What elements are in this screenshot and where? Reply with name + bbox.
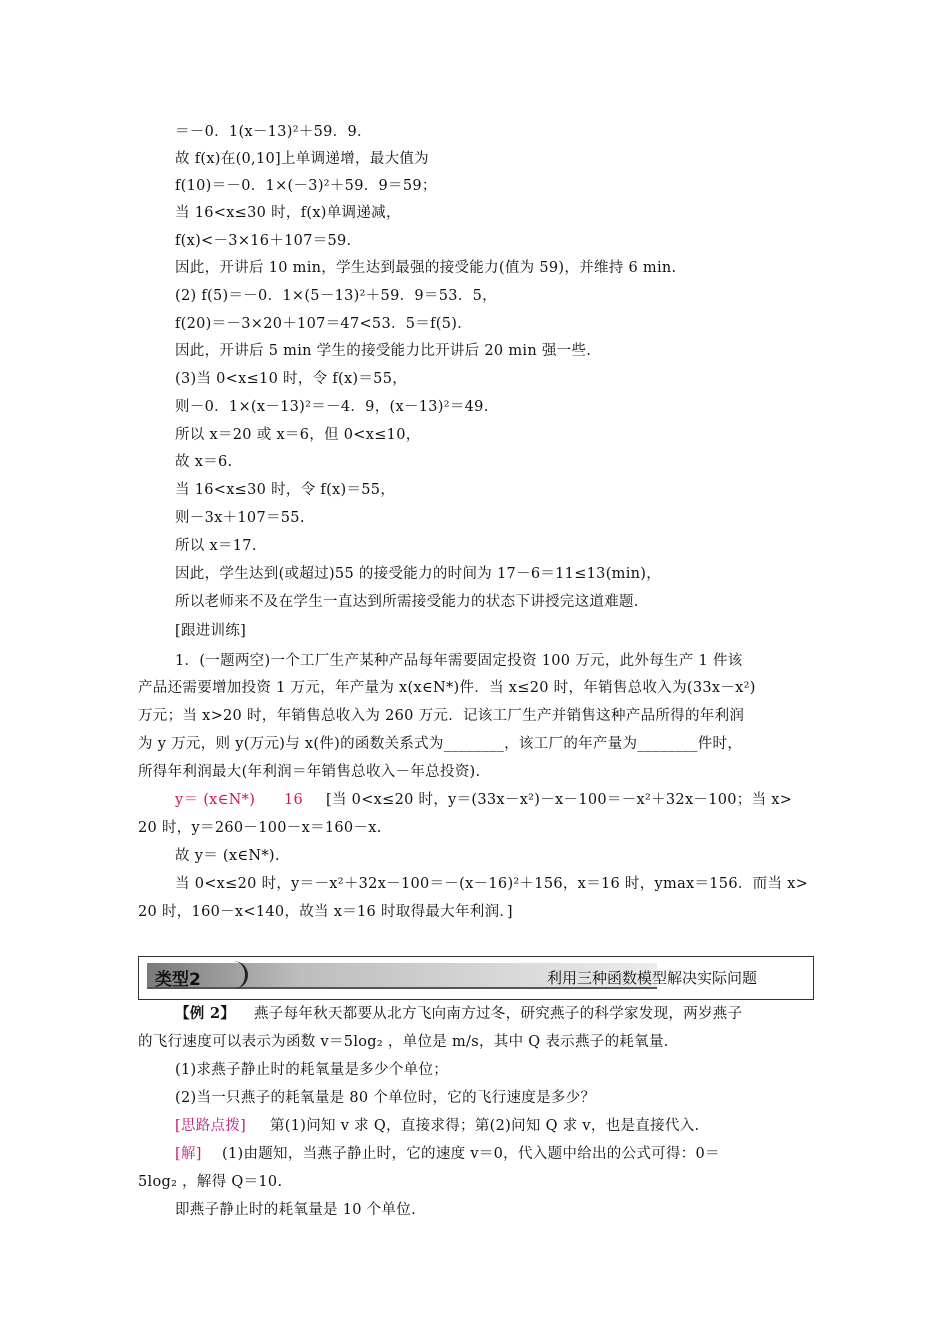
solution-line: 因此，开讲后 5 min 学生的接受能力比开讲后 20 min 强一些. xyxy=(175,343,592,359)
example-tag: 【例 2】 xyxy=(175,1005,236,1022)
answer-line: 20 时，160－x<140，故当 x＝16 时取得最大年利润．] xyxy=(138,904,513,920)
solution-line: f(10)＝－0．1×(－3)²＋59．9＝59； xyxy=(175,178,437,194)
section-label: 类型2 xyxy=(155,970,201,990)
solution-line: 故 x＝6. xyxy=(175,454,233,470)
example-line: 燕子每年秋天都要从北方飞向南方过冬，研究燕子的科学家发现，两岁燕子 xyxy=(254,1006,743,1022)
practice-header: [跟进训练] xyxy=(175,623,247,639)
solution-line: ＝－0．1(x－13)²＋59．9． xyxy=(175,124,372,140)
section-title: 利用三种函数模型解决实际问题 xyxy=(547,969,758,987)
answer-line: 故 y＝ (x∈N*). xyxy=(175,848,280,864)
problem-line: 为 y 万元，则 y(万元)与 x(件)的函数关系式为________，该工厂的年产量为________件时， xyxy=(138,736,743,752)
solution-line: 5log₂ ，解得 Q＝10. xyxy=(138,1174,283,1190)
solution-line: 则－3x＋107＝55. xyxy=(175,510,305,526)
example-line: (1)求燕子静止时的耗氧量是多少个单位； xyxy=(175,1062,449,1078)
solution-line: 所以 x＝20 或 x＝6，但 0<x≤10， xyxy=(175,427,421,443)
solution-line: 因此，学生达到(或超过)55 的接受能力的时间为 17－6＝11≤13(min)， xyxy=(175,566,662,582)
solution-line: 所以 x＝17. xyxy=(175,538,257,554)
solution-line: 所以老师来不及在学生一直达到所需接受能力的状态下讲授完这道难题. xyxy=(175,594,639,610)
problem-line: 所得年利润最大(年利润＝年销售总收入－年总投资). xyxy=(138,764,481,780)
answer-formula: y＝ (x∈N*) xyxy=(175,792,256,808)
solution-line: f(20)＝－3×20＋107＝47<53．5＝f(5)． xyxy=(175,316,473,332)
solution-line: 即燕子静止时的耗氧量是 10 个单位. xyxy=(175,1202,416,1218)
answer-explanation: [当 0<x≤20 时，y＝(33x－x²)－x－100＝－x²＋32x－100；当 x> xyxy=(326,792,793,808)
problem-line: 产品还需要增加投资 1 万元，年产量为 x(x∈N*)件．当 x≤20 时，年销售总收入为(33x－x²) xyxy=(138,680,756,696)
problem-line: 1．(一题两空)一个工厂生产某种产品每年需要固定投资 100 万元，此外每生产 1 件该 xyxy=(175,653,743,669)
hint-label: [思路点拨] xyxy=(175,1118,247,1134)
solution-line: 故 f(x)在(0,10]上单调递增，最大值为 xyxy=(175,151,429,167)
answer-line: 当 0<x≤20 时，y＝－x²＋32x－100＝－(x－16)²＋156，x＝16 时，ymax＝156．而当 x> xyxy=(175,876,809,892)
answer-number: 16 xyxy=(284,792,304,808)
solution-text: (1)由题知，当燕子静止时，它的速度 v＝0，代入题中给出的公式可得：0＝ xyxy=(222,1146,720,1162)
example-line: (2)当一只燕子的耗氧量是 80 个单位时，它的飞行速度是多少？ xyxy=(175,1090,596,1106)
solution-line: 当 16<x≤30 时，令 f(x)＝55， xyxy=(175,482,396,498)
solution-line: (3)当 0<x≤10 时，令 f(x)＝55， xyxy=(175,371,408,387)
solution-line: 当 16<x≤30 时，f(x)单调递减， xyxy=(175,205,401,221)
solution-line: (2) f(5)＝－0．1×(5－13)²＋59．9＝53．5， xyxy=(175,288,497,304)
example-line: 的飞行速度可以表示为函数 v＝5log₂ ，单位是 m/s，其中 Q 表示燕子的耗氧量. xyxy=(138,1034,669,1050)
hint-text: 第(1)问知 v 求 Q，直接求得；第(2)问知 Q 求 v，也是直接代入. xyxy=(270,1118,700,1134)
problem-line: 万元；当 x>20 时，年销售总收入为 260 万元．记该工厂生产并销售这种产品所得的年利润 xyxy=(138,708,745,724)
solution-line: 因此，开讲后 10 min，学生达到最强的接受能力(值为 59)，并维持 6 min. xyxy=(175,260,677,276)
tab-curve-decoration xyxy=(213,961,248,989)
section-banner xyxy=(138,956,814,1000)
solution-line: 则－0．1×(x－13)²＝－4．9，(x－13)²＝49. xyxy=(175,399,489,415)
solution-label: [解] xyxy=(175,1146,202,1162)
solution-line: f(x)<－3×16＋107＝59. xyxy=(175,233,352,249)
answer-line: 20 时，y＝260－100－x＝160－x. xyxy=(138,820,382,836)
